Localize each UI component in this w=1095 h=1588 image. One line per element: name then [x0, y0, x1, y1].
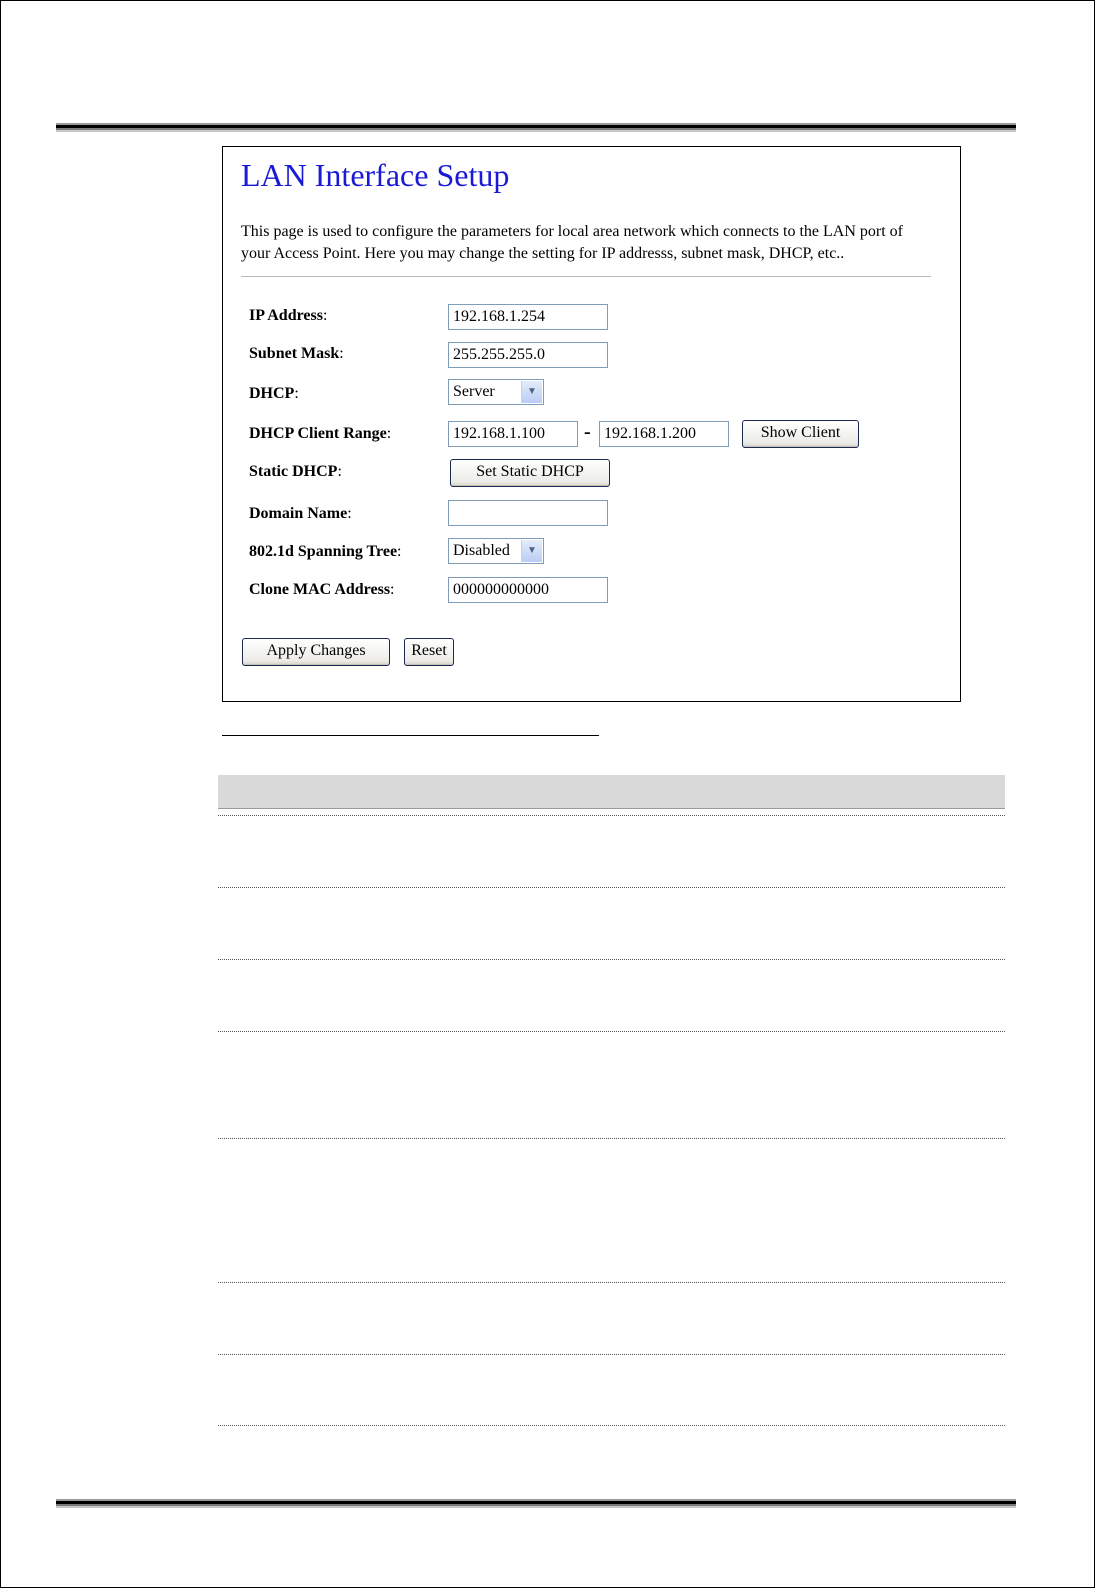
spanning-tree-label: 802.1d Spanning Tree: — [249, 543, 402, 560]
table-row-divider — [218, 1282, 1005, 1283]
dhcp-range-start-input[interactable]: 192.168.1.100 — [448, 421, 578, 447]
domain-name-input[interactable] — [448, 500, 608, 526]
chevron-down-icon[interactable]: ▼ — [521, 381, 542, 403]
divider — [241, 276, 931, 277]
caption-underline — [222, 735, 599, 736]
table-row-divider — [218, 815, 1005, 816]
clone-mac-input[interactable]: 000000000000 — [448, 577, 608, 603]
show-client-button[interactable]: Show Client — [742, 420, 859, 448]
page-title: LAN Interface Setup — [241, 157, 510, 193]
table-header — [218, 775, 1005, 809]
spanning-tree-select[interactable] — [448, 538, 544, 564]
ip-address-input[interactable]: 192.168.1.254 — [448, 304, 608, 330]
table-row-divider — [218, 1031, 1005, 1032]
set-static-dhcp-button[interactable]: Set Static DHCP — [450, 459, 610, 487]
clone-mac-label: Clone MAC Address: — [249, 581, 395, 598]
dhcp-select-value: Server — [453, 383, 495, 400]
reset-button[interactable]: Reset — [404, 638, 454, 666]
table-row-divider — [218, 1138, 1005, 1139]
footer-rule — [56, 1499, 1016, 1508]
domain-name-label: Domain Name: — [249, 505, 352, 522]
dhcp-client-range-label: DHCP Client Range: — [249, 425, 392, 442]
table-bottom-border — [218, 1425, 1005, 1426]
static-dhcp-label: Static DHCP: — [249, 463, 342, 480]
header-rule — [56, 123, 1016, 132]
spanning-tree-select-value: Disabled — [453, 542, 510, 559]
lan-setup-panel — [222, 146, 961, 702]
ip-address-label: IP Address: — [249, 307, 328, 324]
page-description: This page is used to configure the parameters for local area network which connects to the LAN port of your Access Point. Here you may change the setting for IP addresss, subnet mask, DHCP, etc.. — [241, 223, 903, 262]
range-separator: - — [584, 421, 591, 443]
table-row-divider — [218, 1354, 1005, 1355]
subnet-mask-label: Subnet Mask: — [249, 345, 344, 362]
chevron-down-icon[interactable]: ▼ — [521, 540, 542, 562]
table-row-divider — [218, 959, 1005, 960]
table-row-divider — [218, 887, 1005, 888]
dhcp-range-end-input[interactable]: 192.168.1.200 — [599, 421, 729, 447]
subnet-mask-input[interactable]: 255.255.255.0 — [448, 342, 608, 368]
dhcp-select[interactable] — [448, 379, 544, 405]
apply-changes-button[interactable]: Apply Changes — [242, 638, 390, 666]
dhcp-label: DHCP: — [249, 385, 299, 402]
